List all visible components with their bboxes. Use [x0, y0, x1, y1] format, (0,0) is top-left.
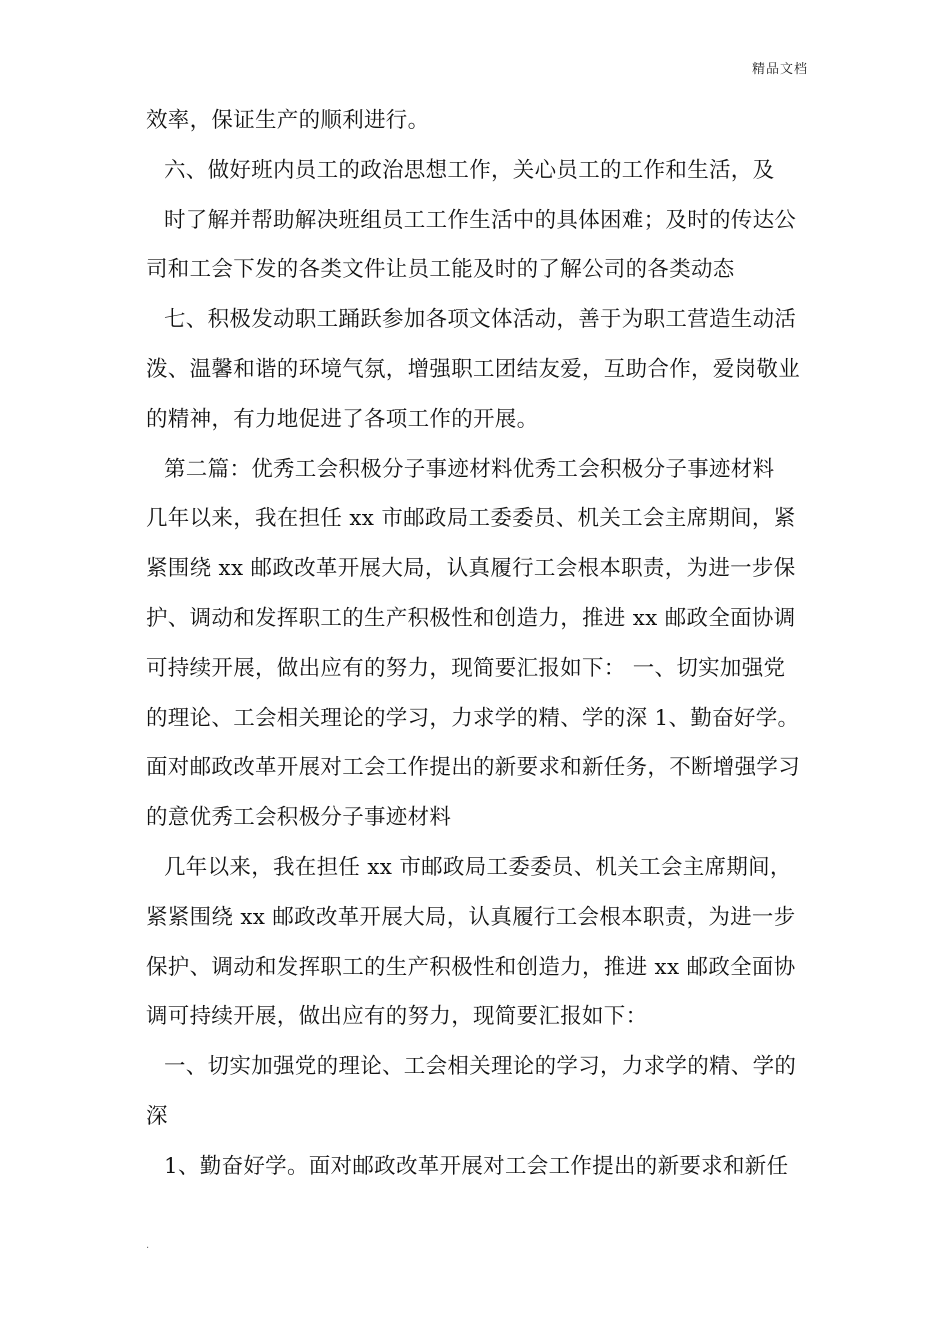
text-line: 深 — [146, 1103, 168, 1129]
text-line: 泼、温馨和谐的环境气氛，增强职工团结友爱，互助合作，爱岗敬业 — [146, 356, 801, 382]
text-line: 几年以来，我在担任 xx 市邮政局工委委员、机关工会主席期间， — [164, 854, 792, 880]
text-line: 面对邮政改革开展对工会工作提出的新要求和新任务，不断增强学习 — [146, 755, 801, 781]
text-line: 第二篇：优秀工会积极分子事迹材料优秀工会积极分子事迹材料 — [164, 456, 775, 482]
text-line: 时了解并帮助解决班组员工工作生活中的具体困难；及时的传达公 — [164, 207, 797, 233]
text-line: 护、调动和发挥职工的生产积极性和创造力，推进 xx 邮政全面协调 — [146, 605, 796, 631]
document-body — [146, 96, 816, 1192]
text-line: 几年以来，我在担任 xx 市邮政局工委委员、机关工会主席期间，紧 — [146, 506, 796, 532]
text-line: 紧紧围绕 xx 邮政改革开展大局，认真履行工会根本职责，为进一步 — [146, 904, 796, 930]
text-line: 可持续开展，做出应有的努力，现简要汇报如下： 一、切实加强党 — [146, 655, 786, 681]
text-line: 调可持续开展，做出应有的努力，现简要汇报如下： — [146, 1004, 648, 1030]
text-line: 紧围绕 xx 邮政改革开展大局，认真履行工会根本职责，为进一步保 — [146, 556, 796, 582]
text-line: 一、切实加强党的理论、工会相关理论的学习，力求学的精、学的 — [164, 1054, 797, 1080]
footer-mark: . — [146, 1240, 150, 1251]
text-line: 七、积极发动职工踊跃参加各项文体活动，善于为职工营造生动活 — [164, 307, 797, 333]
text-line: 效率，保证生产的顺利进行。 — [146, 108, 430, 133]
text-line: 司和工会下发的各类文件让员工能及时的了解公司的各类动态 — [146, 257, 735, 283]
header-label: 精品文档 — [751, 62, 808, 77]
text-line: 1、勤奋好学。面对邮政改革开展对工会工作提出的新要求和新任 — [164, 1153, 789, 1179]
text-line: 保护、调动和发挥职工的生产积极性和创造力，推进 xx 邮政全面协 — [146, 954, 796, 980]
text-line: 六、做好班内员工的政治思想工作，关心员工的工作和生活，及 — [164, 157, 775, 183]
text-line: 的意优秀工会积极分子事迹材料 — [146, 805, 452, 831]
text-line: 的精神，有力地促进了各项工作的开展。 — [146, 406, 539, 432]
text-line: 的理论、工会相关理论的学习，力求学的精、学的深 1、勤奋好学。 — [146, 705, 800, 731]
